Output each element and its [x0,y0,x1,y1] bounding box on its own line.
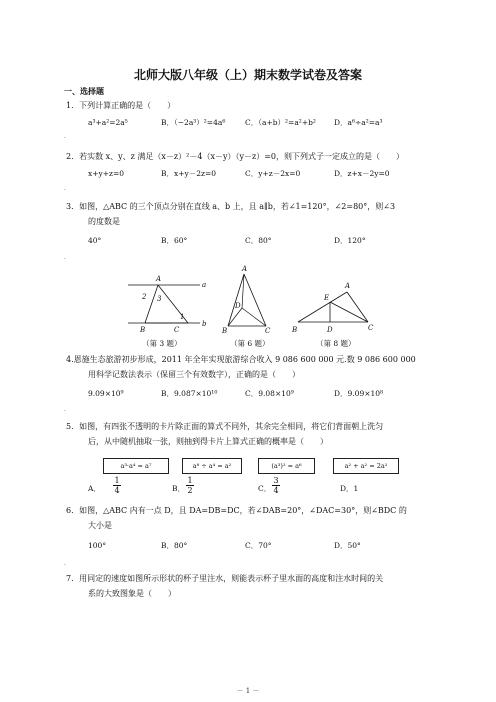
card-3: (a³)² = a⁶ [258,458,315,474]
q2-option-c: C．y+z－2x=0 [245,169,301,178]
label-a: a [202,281,207,289]
q3-stem-line1: 3．如图，△ABC 的三个顶点分别在直线 a、b 上，且 a∥b，若∠1=120°，∠2=80°，则∠3 [66,202,396,211]
q3-option-d: D．120° [334,236,366,245]
caption-fig8: （第 8 题） [316,339,356,348]
spacer-dot: · [64,135,66,142]
label-2: 2 [142,293,147,301]
q3-option-b: B．60° [161,236,188,245]
q2-option-b: B．x+y－2z=0 [161,169,217,178]
q5-option-d: D．1 [340,484,359,493]
fraction-numerator: 1 [114,476,120,485]
spacer-dot: · [64,187,66,194]
q4-option-c: C．9.08×10⁹ [245,389,294,398]
card-2: a⁸ ÷ a⁴ = a² [182,458,242,474]
label-D: D [327,326,333,334]
figure-q3 [120,268,220,338]
q5-stem-line1: 5．如图，有四张不透明的卡片除正面的算式不同外，其余完全相同，将它们背面朝上洗匀 [66,422,384,431]
q3-option-c: C．80° [245,236,272,245]
label-A: A [345,282,351,290]
figure-q8 [292,270,392,340]
page-title: 北师大版八年级（上）期末数学试卷及答案 [133,68,362,82]
label-3: 3 [157,295,162,303]
q6-option-b: B．80° [161,541,188,550]
q2-option-d: D．z+x－2y=0 [334,169,390,178]
q6-option-a: 100° [88,541,107,550]
q4-stem-line1: 4.恩施生态旅游初步形成，2011 年全年实现旅游综合收入 9 086 600 000 元.数 9 086 600 000 [66,355,416,364]
fraction-denominator: 4 [273,486,279,495]
q4-option-a: 9.09×10⁹ [88,389,124,398]
q1-option-a: a³+a²=2a⁵ [88,118,128,127]
spacer-dot: · [64,256,66,263]
q6-option-d: D．50° [334,541,361,550]
q1-option-b: B．（−2a³）²=4a⁶ [161,118,226,127]
q3-stem-line2: 的度数是 [88,217,120,226]
q5-option-c-fraction [272,476,280,495]
q4-option-d: D．9.09×10⁸ [334,389,384,398]
label-b: b [202,320,207,328]
q5-option-b-fraction [186,476,194,495]
label-B: B [140,326,146,334]
fraction-numerator: 3 [273,476,279,485]
q5-option-c-label: C． [258,484,272,493]
q5-option-a-label: A． [88,484,101,493]
label-A: A [242,265,248,273]
q5-option-a-fraction [113,476,121,495]
figure-q6 [222,266,292,336]
q2-option-a: x+y+z=0 [88,169,125,178]
q6-stem-line2: 大小是 [88,521,112,530]
label-B: B [292,326,298,334]
q1-option-c: C．（a+b）²=a²+b² [245,118,316,127]
label-D: D [235,302,241,310]
label-B: B [222,327,228,335]
q7-stem-line1: 7．用同定的速度如图所示形状的杯子里注水，则能表示杯子里水面的高度和注水时间的关 [66,574,384,583]
caption-fig3: （第 3 题） [142,339,182,348]
page-number: － 1 － [236,687,260,695]
label-C: C [368,324,374,332]
q2-stem: 2．若实数 x、y、z 满足（x－z）²－4（x－y）（y－z）=0，则下列式子一定成立的是（ ） [66,152,405,161]
q6-option-c: C．70° [245,541,272,550]
card-1: a³·a⁴ = a⁷ [103,458,169,474]
label-1: 1 [180,313,185,321]
q4-stem-line2: 用科学记数法表示（保留三个有效数字），正确的是（ ） [88,370,300,379]
fraction-numerator: 1 [187,476,193,485]
section-heading: 一、选择题 [64,86,104,96]
label-C: C [265,327,271,335]
q6-stem-line1: 6．如图，△ABC 内有一点 D，且 DA=DB=DC，若∠DAB=20°，∠DAC=30°，则∠BDC 的 [66,506,407,515]
q7-stem-line2: 系的大致图象是（ ） [88,589,176,598]
q5-stem-line2: 后，从中随机抽取一张，则抽到得卡片上算式正确的概率是（ ） [88,437,328,446]
fraction-denominator: 4 [114,486,120,495]
fraction-denominator: 2 [187,486,193,495]
label-E: E [324,294,330,302]
q4-option-b: B．9.087×10¹⁰ [161,389,218,398]
q1-option-d: D．a⁶÷a²=a³ [334,118,383,127]
spacer-dot: · [64,408,66,415]
spacer-dot: · [64,562,66,569]
q3-option-a: 40° [88,236,102,245]
q5-option-b-label: B． [172,484,186,493]
caption-fig6: （第 6 题） [230,339,270,348]
label-C: C [174,326,180,334]
q1-stem: 1．下列计算正确的是（ ） [66,101,176,110]
card-4: a² + a² = 2a² [333,458,399,474]
label-A: A [156,275,162,283]
